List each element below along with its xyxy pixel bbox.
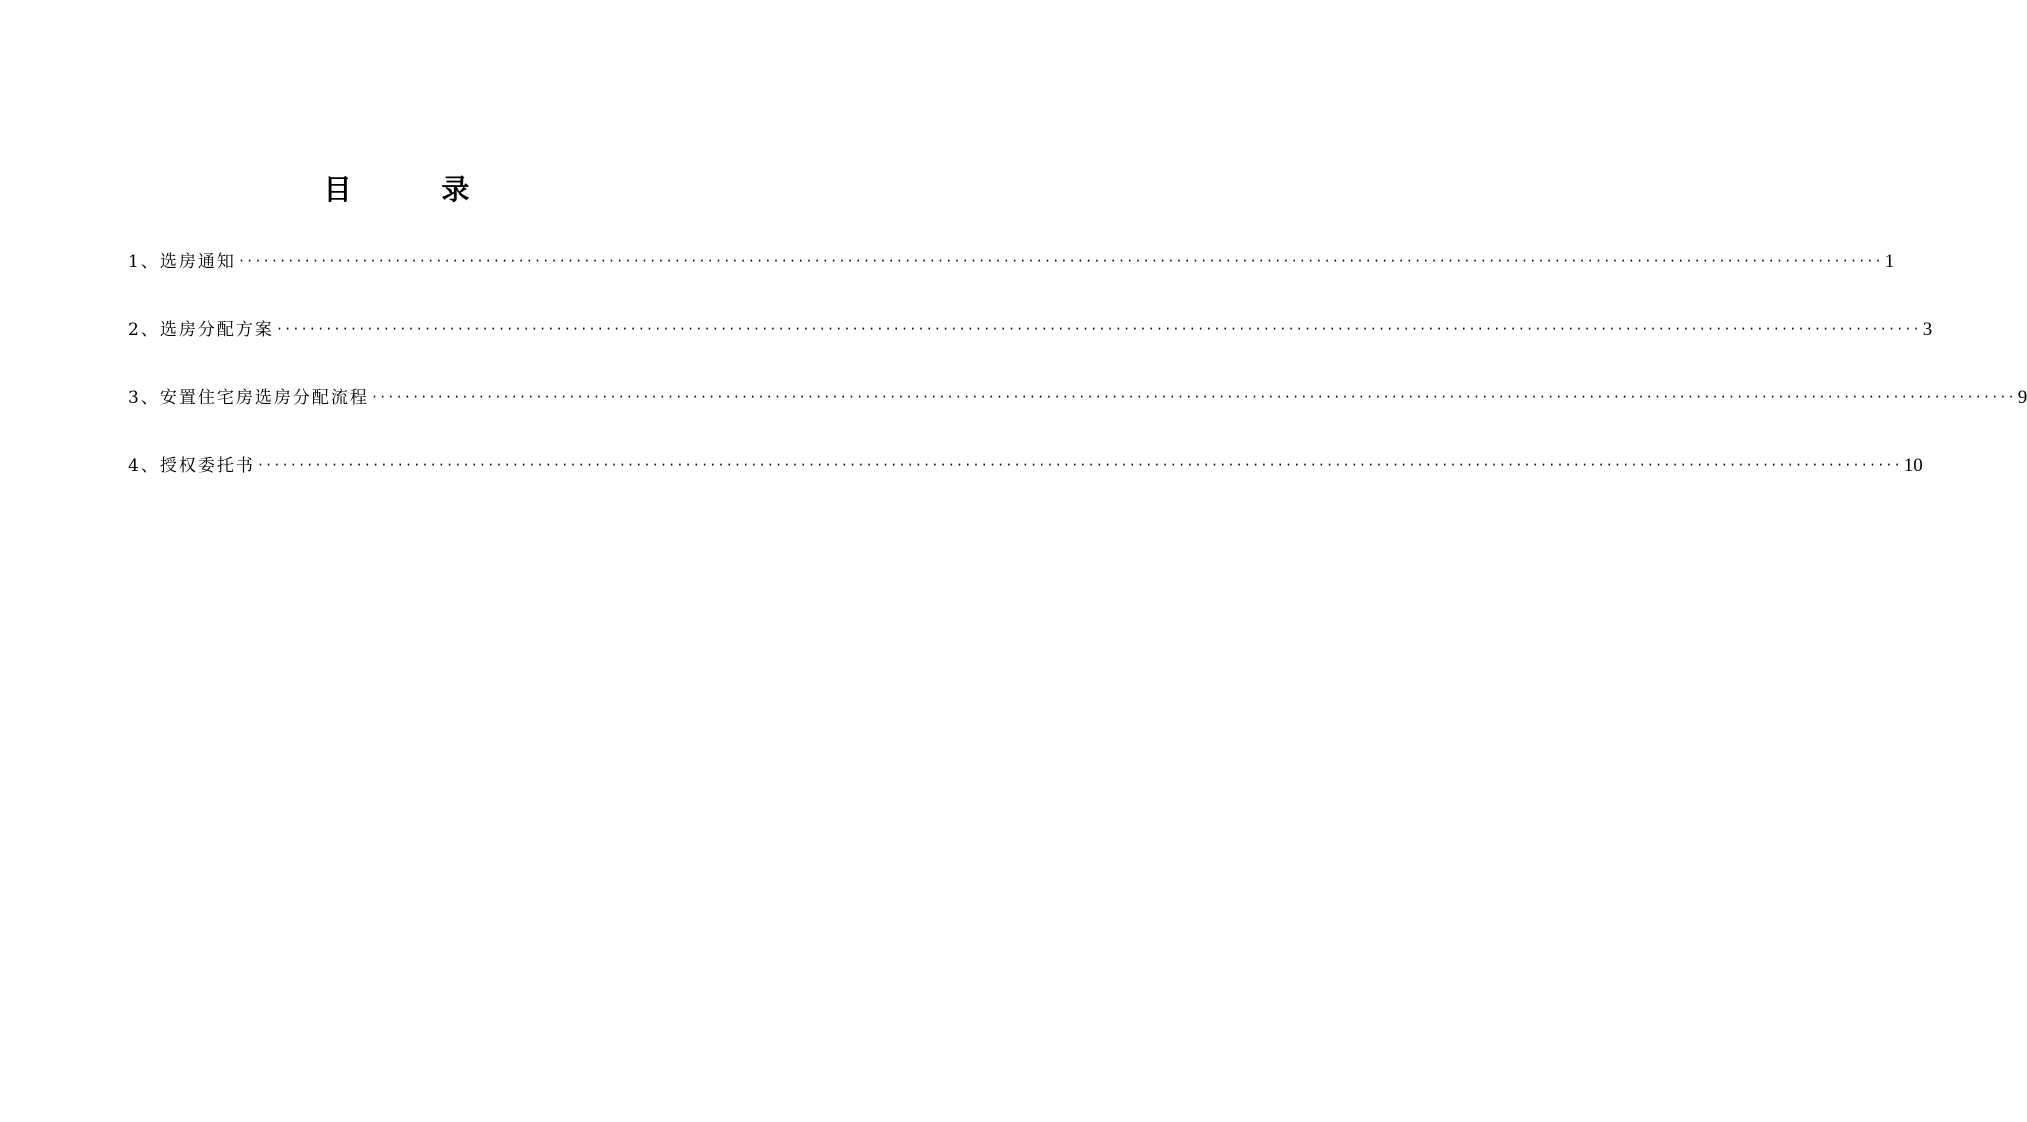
toc-entry-label: 4、授权委托书 — [128, 456, 255, 476]
toc-entry[interactable] — [128, 316, 1933, 344]
toc-dot-leader: ········································································································································································································ — [275, 322, 1921, 336]
toc-entry-page-number: 9 — [2017, 387, 2027, 408]
toc-entry[interactable] — [128, 248, 1895, 276]
toc-entry-label: 1、选房通知 — [128, 252, 236, 272]
toc-dot-leader: ········································································································································································································ — [256, 458, 1902, 472]
toc-entry-page-number: 3 — [1922, 319, 1933, 340]
toc-title: 目 录 — [323, 173, 510, 206]
toc-dot-leader: ········································································································································································································ — [370, 390, 2016, 404]
toc-entry-page-number: 1 — [1884, 251, 1895, 272]
toc-entry-label: 2、选房分配方案 — [128, 320, 274, 340]
toc-entry[interactable] — [128, 384, 2027, 412]
table-of-contents — [128, 248, 2027, 520]
toc-entry[interactable] — [128, 452, 1923, 480]
toc-entry-label: 3、安置住宅房选房分配流程 — [128, 388, 369, 408]
toc-entry-page-number: 10 — [1903, 455, 1923, 476]
toc-dot-leader: ········································································································································································································ — [237, 254, 1883, 268]
